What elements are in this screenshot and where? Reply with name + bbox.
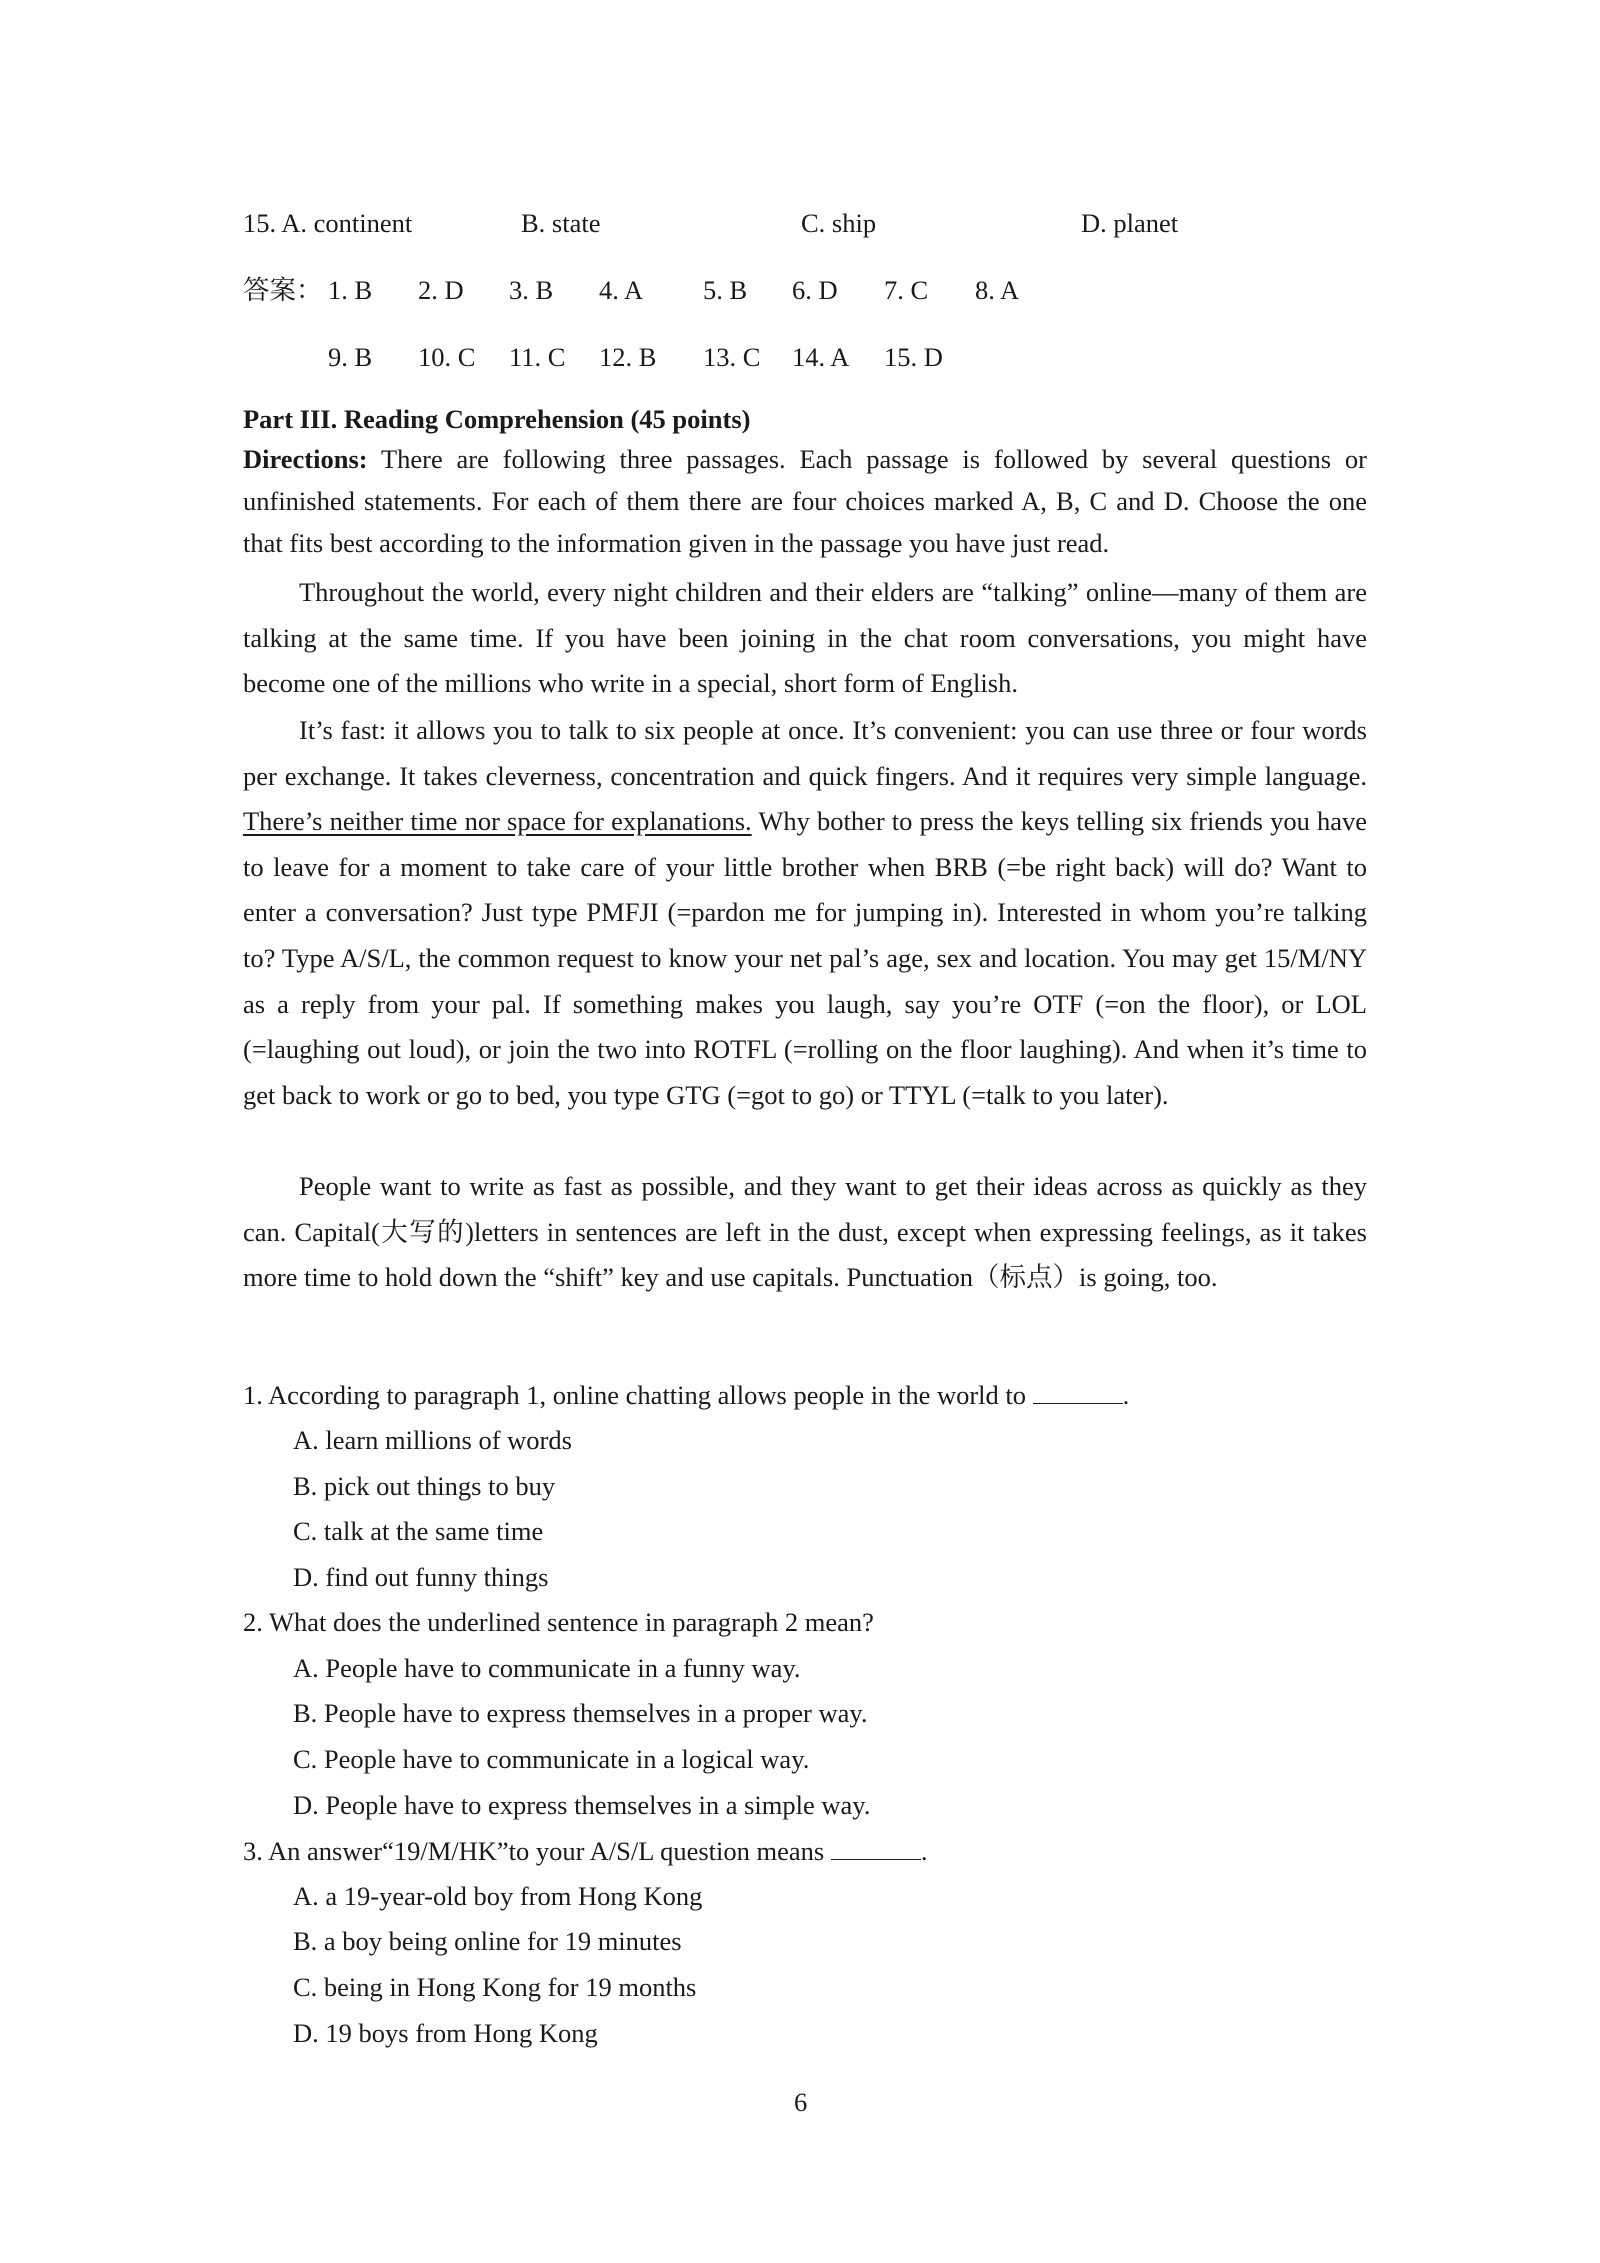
- passage-paragraph-3-text: People want to write as fast as possible, and they want to get their ideas across as quickly as they can. Capital(大写的)letters in sentences are left in the dust, except when expressing feelings, as it takes more time to hold down the “shift” key and use capitals. Punctuation（标点）is going, too.: [243, 1171, 1367, 1293]
- answer-11: 11. C: [509, 342, 566, 372]
- answer-15: 15. D: [884, 342, 943, 372]
- passage-paragraph-2: [243, 708, 1367, 1118]
- q15-option-a: 15. A. continent: [243, 208, 413, 238]
- q15-option-c: C. ship: [801, 208, 877, 238]
- section-heading: Part III. Reading Comprehension (45 points): [243, 404, 751, 434]
- directions-text: There are following three passages. Each passage is followed by several questions or unfinished statements. For each of them there are four choices marked A, B, C and D. Choose the one that fits best according to the information given in the passage you have just read.: [243, 444, 1367, 558]
- question-1-option-a: A. learn millions of words: [293, 1425, 572, 1455]
- answer-10: 10. C: [418, 342, 476, 372]
- answer-7: 7. C: [884, 275, 929, 305]
- question-1-text: 1. According to paragraph 1, online chatting allows people in the world to: [243, 1380, 1033, 1410]
- page-number: 6: [794, 2087, 808, 2117]
- answer-13: 13. C: [703, 342, 761, 372]
- answer-blank: [831, 1837, 921, 1860]
- question-3-text: 3. An answer“19/M/HK”to your A/S/L question means: [243, 1836, 831, 1866]
- answer-1: 1. B: [328, 275, 373, 305]
- question-3-option-b: B. a boy being online for 19 minutes: [293, 1926, 682, 1956]
- answer-key-label: 答案：: [243, 275, 323, 305]
- answer-4: 4. A: [599, 275, 644, 305]
- answer-14: 14. A: [792, 342, 850, 372]
- question-2-option-a: A. People have to communicate in a funny way.: [293, 1653, 801, 1683]
- answer-2: 2. D: [418, 275, 464, 305]
- question-2-option-b: B. People have to express themselves in a proper way.: [293, 1698, 868, 1728]
- question-2-option-c: C. People have to communicate in a logical way.: [293, 1744, 810, 1774]
- question-1-option-b: B. pick out things to buy: [293, 1471, 556, 1501]
- question-1-stem: 1. According to paragraph 1, online chatting allows people in the world to .: [243, 1380, 1130, 1410]
- directions-label: Directions:: [243, 444, 368, 474]
- question-2-stem: 2. What does the underlined sentence in paragraph 2 mean?: [243, 1607, 874, 1637]
- answer-3: 3. B: [509, 275, 554, 305]
- question-2-option-d: D. People have to express themselves in a simple way.: [293, 1790, 871, 1820]
- passage-paragraph-2-text-b: Why bother to press the keys telling six friends you have to leave for a moment to take care of your little brother when BRB (=be right back) will do? Want to enter a conversation? Just type PMFJI (=pardon me for jumping in). Interested in whom you’re talking to? Type A/S/L, the common request to know your net pal’s age, sex and location. You may get 15/M/NY as a reply from your pal. If something makes you laugh, say you’re OTF (=on the floor), or LOL (=laughing out loud), or join the two into ROTFL (=rolling on the floor laughing). And when it’s time to get back to work or go to bed, you type GTG (=got to go) or TTYL (=talk to you later).: [243, 806, 1367, 1110]
- passage-paragraph-2-text-a: It’s fast: it allows you to talk to six people at once. It’s convenient: you can use three or four words per exchange. It takes cleverness, concentration and quick fingers. And it requires very simple language.: [243, 715, 1367, 791]
- q15-option-d: D. planet: [1081, 208, 1179, 238]
- answer-9: 9. B: [328, 342, 373, 372]
- question-3-stem: 3. An answer“19/M/HK”to your A/S/L question means .: [243, 1836, 928, 1866]
- answer-5: 5. B: [703, 275, 748, 305]
- passage-paragraph-3: [243, 1164, 1367, 1301]
- answer-blank: [1033, 1381, 1123, 1404]
- q15-option-b: B. state: [521, 208, 601, 238]
- question-1-option-d: D. find out funny things: [293, 1562, 549, 1592]
- question-3-option-d: D. 19 boys from Hong Kong: [293, 2018, 598, 2048]
- passage-paragraph-1: [243, 570, 1367, 707]
- question-1-option-c: C. talk at the same time: [293, 1516, 544, 1546]
- answer-6: 6. D: [792, 275, 838, 305]
- answer-12: 12. B: [599, 342, 657, 372]
- underlined-sentence: There’s neither time nor space for explanations.: [243, 806, 752, 837]
- question-3-option-a: A. a 19-year-old boy from Hong Kong: [293, 1881, 703, 1911]
- directions-paragraph: [243, 438, 1367, 564]
- question-3-option-c: C. being in Hong Kong for 19 months: [293, 1972, 697, 2002]
- passage-paragraph-1-text: Throughout the world, every night children and their elders are “talking” online—many of them are talking at the same time. If you have been joining in the chat room conversations, you might have become one of the millions who write in a special, short form of English.: [243, 577, 1367, 699]
- answer-8: 8. A: [975, 275, 1020, 305]
